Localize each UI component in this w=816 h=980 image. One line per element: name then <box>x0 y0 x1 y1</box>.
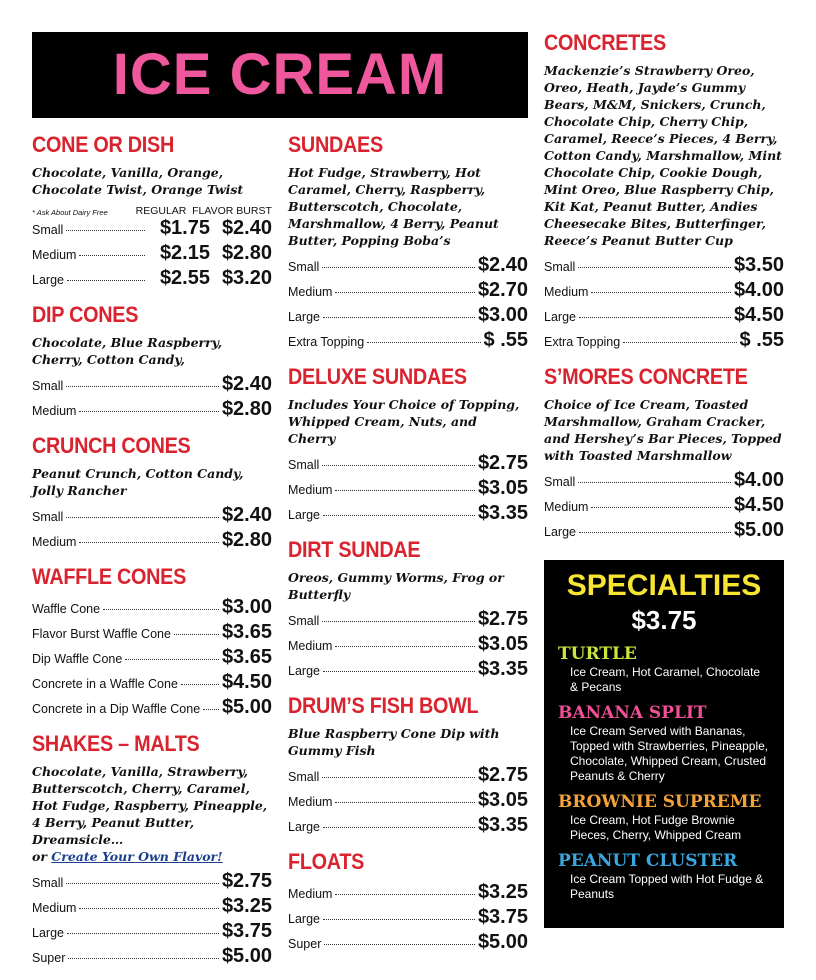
price-row <box>288 881 528 906</box>
price-row <box>544 254 784 279</box>
price: $3.05 <box>477 477 528 499</box>
price-row <box>32 646 272 671</box>
price-row <box>32 621 272 646</box>
menu-title: ICE CREAM <box>112 42 448 107</box>
create-own-flavor-link[interactable]: Create Your Own Flavor! <box>51 849 223 864</box>
price-row <box>288 658 528 683</box>
section-deluxe-sundaes <box>288 364 528 527</box>
price: $3.25 <box>477 881 528 903</box>
price: $4.00 <box>733 279 784 301</box>
dairy-free-note: * Ask About Dairy Free <box>32 208 108 217</box>
section-description: Includes Your Choice of Topping, Whipped Cream, Nuts, and Cherry <box>288 397 520 446</box>
price: $2.40 <box>221 373 272 395</box>
specialty-item <box>558 644 770 695</box>
section-dip-cones <box>32 302 272 423</box>
section-title: SUNDAES <box>288 132 383 157</box>
price-row <box>32 671 272 696</box>
specialty-description: Ice Cream Topped with Hot Fudge & Peanuts <box>570 872 764 901</box>
section-fish-bowl <box>288 693 528 839</box>
section-sundaes <box>288 132 528 354</box>
flavor-burst-price: $2.80 <box>221 242 272 264</box>
section-description: Oreos, Gummy Worms, Frog or Butterfly <box>288 570 504 602</box>
size-label: Medium <box>32 901 77 915</box>
size-label: Small <box>288 770 320 784</box>
price: $ .55 <box>739 329 784 351</box>
specialty-name: BANANA SPLIT <box>558 703 707 723</box>
size-label: Large <box>288 664 320 678</box>
item-label: Waffle Cone <box>32 602 101 616</box>
specialty-item <box>558 851 770 902</box>
price: $3.00 <box>477 304 528 326</box>
price-row <box>32 920 272 945</box>
size-label: Large <box>288 310 320 324</box>
price-row <box>32 895 272 920</box>
size-label: Super <box>32 951 66 965</box>
size-label: Small <box>288 458 320 472</box>
size-label: Small <box>32 379 64 393</box>
price-row <box>544 279 784 304</box>
section-crunch-cones <box>32 433 272 554</box>
price: $2.40 <box>221 504 272 526</box>
regular-header: REGULAR <box>135 205 187 217</box>
size-label: Medium <box>288 639 333 653</box>
price: $ .55 <box>483 329 528 351</box>
size-label: Large <box>32 273 64 287</box>
price-row <box>32 696 272 721</box>
size-label: Large <box>288 820 320 834</box>
section-title: SHAKES – MALTS <box>32 731 200 756</box>
section-description: Mackenzie’s Strawberry Oreo, Oreo, Heath, Jayde’s Gummy Bears, M&M, Snickers, Crunch, Chocolate Chip, Cherry Chip, Caramel, Reece’s Pieces, 4 Berry, Cotton Candy, Marshmallow, Mint Chocolate Chip, Cookie Dough, Mint Oreo, Blue Raspberry Chip, Kit Kat, Peanut Butter, Andies Cheesecake Bites, Butterfinger, Reece’s Peanut Butter Cup <box>544 63 782 248</box>
price-row <box>32 217 272 242</box>
price: $2.40 <box>477 254 528 276</box>
price: $5.00 <box>221 945 272 967</box>
price: $3.35 <box>477 814 528 836</box>
size-label: Extra Topping <box>288 335 365 349</box>
price-row <box>288 789 528 814</box>
section-title: DIP CONES <box>32 302 139 327</box>
price: $3.25 <box>221 895 272 917</box>
price: $5.00 <box>477 931 528 953</box>
price-row <box>288 254 528 279</box>
section-title: CRUNCH CONES <box>32 433 191 458</box>
size-label: Medium <box>288 285 333 299</box>
regular-price: $2.15 <box>159 242 210 264</box>
price-row <box>32 504 272 529</box>
price-row <box>288 329 528 354</box>
size-label: Medium <box>288 483 333 497</box>
specialties-title: SPECIALTIES <box>566 569 762 602</box>
price: $3.50 <box>733 254 784 276</box>
price-row <box>544 329 784 354</box>
specialty-description: Ice Cream Served with Bananas, Topped with Strawberries, Pineapple, Chocolate, Whipped Cream, Crusted Peanuts & Cherry <box>570 724 769 783</box>
price: $4.00 <box>733 469 784 491</box>
item-label: Flavor Burst Waffle Cone <box>32 627 171 641</box>
menu-column-left <box>32 132 272 980</box>
price-row <box>288 906 528 931</box>
price: $3.75 <box>477 906 528 928</box>
item-label: Concrete in a Dip Waffle Cone <box>32 702 201 716</box>
size-label: Large <box>544 310 576 324</box>
size-label: Super <box>288 937 322 951</box>
flavor-burst-price: $3.20 <box>221 267 272 289</box>
section-shakes-malts <box>32 731 272 970</box>
section-concretes <box>544 30 784 354</box>
size-label: Medium <box>544 500 589 514</box>
price: $4.50 <box>221 671 272 693</box>
size-label: Small <box>288 260 320 274</box>
size-label: Medium <box>544 285 589 299</box>
price-row <box>32 267 272 292</box>
item-label: Concrete in a Waffle Cone <box>32 677 178 691</box>
price-row <box>544 304 784 329</box>
size-label: Small <box>288 614 320 628</box>
specialty-name: BROWNIE SUPREME <box>558 792 762 812</box>
section-cone-or-dish <box>32 132 272 292</box>
flavor-burst-header: FLAVOR BURST <box>192 205 272 217</box>
price: $3.35 <box>477 502 528 524</box>
section-description: Choice of Ice Cream, Toasted Marshmallow, Graham Cracker, and Hershey’s Bar Pieces, Topped with Toasted Marshmallow <box>544 397 782 463</box>
section-description: Blue Raspberry Cone Dip with Gummy Fish <box>288 726 500 758</box>
specialties-price: $3.75 <box>631 605 697 635</box>
size-label: Medium <box>32 404 77 418</box>
flavor-burst-price: $2.40 <box>221 217 272 239</box>
price-row <box>288 814 528 839</box>
size-label: Large <box>32 926 64 940</box>
price-row <box>32 870 272 895</box>
price-row <box>288 633 528 658</box>
price: $3.05 <box>477 633 528 655</box>
price-row <box>288 502 528 527</box>
size-label: Medium <box>288 795 333 809</box>
size-label: Medium <box>288 887 333 901</box>
regular-price: $1.75 <box>159 217 210 239</box>
or-text: or <box>32 849 52 864</box>
menu-column-middle <box>288 132 528 966</box>
section-description <box>32 763 272 865</box>
section-title: WAFFLE CONES <box>32 564 187 589</box>
size-label: Small <box>544 260 576 274</box>
specialty-name: TURTLE <box>558 644 637 664</box>
size-label: Small <box>32 876 64 890</box>
price: $3.00 <box>221 596 272 618</box>
price: $2.75 <box>221 870 272 892</box>
section-dirt-sundae <box>288 537 528 683</box>
price-row <box>288 608 528 633</box>
section-description: Peanut Crunch, Cotton Candy, Jolly Rancher <box>32 466 244 498</box>
section-title: DELUXE SUNDAES <box>288 364 467 389</box>
regular-price: $2.55 <box>159 267 210 289</box>
section-title: FLOATS <box>288 849 365 874</box>
section-title: DIRT SUNDAE <box>288 537 421 562</box>
price-row <box>32 945 272 970</box>
price: $3.65 <box>221 646 272 668</box>
menu-banner <box>32 32 528 118</box>
section-smores-concrete <box>544 364 784 544</box>
section-description: Chocolate, Blue Raspberry, Cherry, Cotton Candy, <box>32 335 223 367</box>
section-floats <box>288 849 528 956</box>
price-row <box>288 931 528 956</box>
price: $4.50 <box>733 494 784 516</box>
price: $2.70 <box>477 279 528 301</box>
section-title: S’MORES CONCRETE <box>544 364 748 389</box>
section-title: CONE OR DISH <box>32 132 174 157</box>
price: $2.75 <box>477 764 528 786</box>
size-label: Small <box>32 223 64 237</box>
price-row <box>32 529 272 554</box>
price: $3.35 <box>477 658 528 680</box>
price-row <box>32 398 272 423</box>
price-row <box>544 519 784 544</box>
price: $3.75 <box>221 920 272 942</box>
size-label: Medium <box>32 535 77 549</box>
price: $3.05 <box>477 789 528 811</box>
price-row <box>288 452 528 477</box>
price-row <box>32 373 272 398</box>
item-label: Dip Waffle Cone <box>32 652 123 666</box>
price: $5.00 <box>733 519 784 541</box>
specialties-panel <box>544 560 784 928</box>
specialty-description: Ice Cream, Hot Fudge Brownie Pieces, Cherry, Whipped Cream <box>570 813 742 842</box>
price-row <box>32 596 272 621</box>
specialty-item <box>558 703 770 784</box>
size-label: Large <box>288 508 320 522</box>
price-row <box>288 279 528 304</box>
size-label: Large <box>544 525 576 539</box>
size-label: Small <box>32 510 64 524</box>
price: $5.00 <box>221 696 272 718</box>
price: $2.75 <box>477 452 528 474</box>
price-row <box>288 477 528 502</box>
size-label: Small <box>544 475 576 489</box>
section-title: CONCRETES <box>544 30 666 55</box>
price-row <box>544 494 784 519</box>
size-label: Large <box>288 912 320 926</box>
menu-column-right <box>544 30 784 554</box>
price-column-headers <box>32 203 272 217</box>
specialty-name: PEANUT CLUSTER <box>558 851 738 871</box>
price: $2.80 <box>221 529 272 551</box>
shake-flavors: Chocolate, Vanilla, Strawberry, Butterscotch, Cherry, Caramel, Hot Fudge, Raspberry, Pineapple, 4 Berry, Peanut Butter, Dreamsicle… <box>32 764 268 847</box>
price: $3.65 <box>221 621 272 643</box>
section-description: Hot Fudge, Strawberry, Hot Caramel, Cherry, Raspberry, Butterscotch, Chocolate, Marshmallow, 4 Berry, Peanut Butter, Popping Boba’s <box>288 165 499 248</box>
size-label: Extra Topping <box>544 335 621 349</box>
price: $2.75 <box>477 608 528 630</box>
section-title: DRUM’S FISH BOWL <box>288 693 479 718</box>
price-row <box>288 764 528 789</box>
specialty-description: Ice Cream, Hot Caramel, Chocolate & Pecans <box>570 665 761 694</box>
section-waffle-cones <box>32 564 272 721</box>
size-label: Medium <box>32 248 77 262</box>
specialty-item <box>558 792 770 843</box>
price-row <box>32 242 272 267</box>
price: $2.80 <box>221 398 272 420</box>
price: $4.50 <box>733 304 784 326</box>
price-row <box>544 469 784 494</box>
price-row <box>288 304 528 329</box>
section-description: Chocolate, Vanilla, Orange, Chocolate Twist, Orange Twist <box>32 165 244 197</box>
